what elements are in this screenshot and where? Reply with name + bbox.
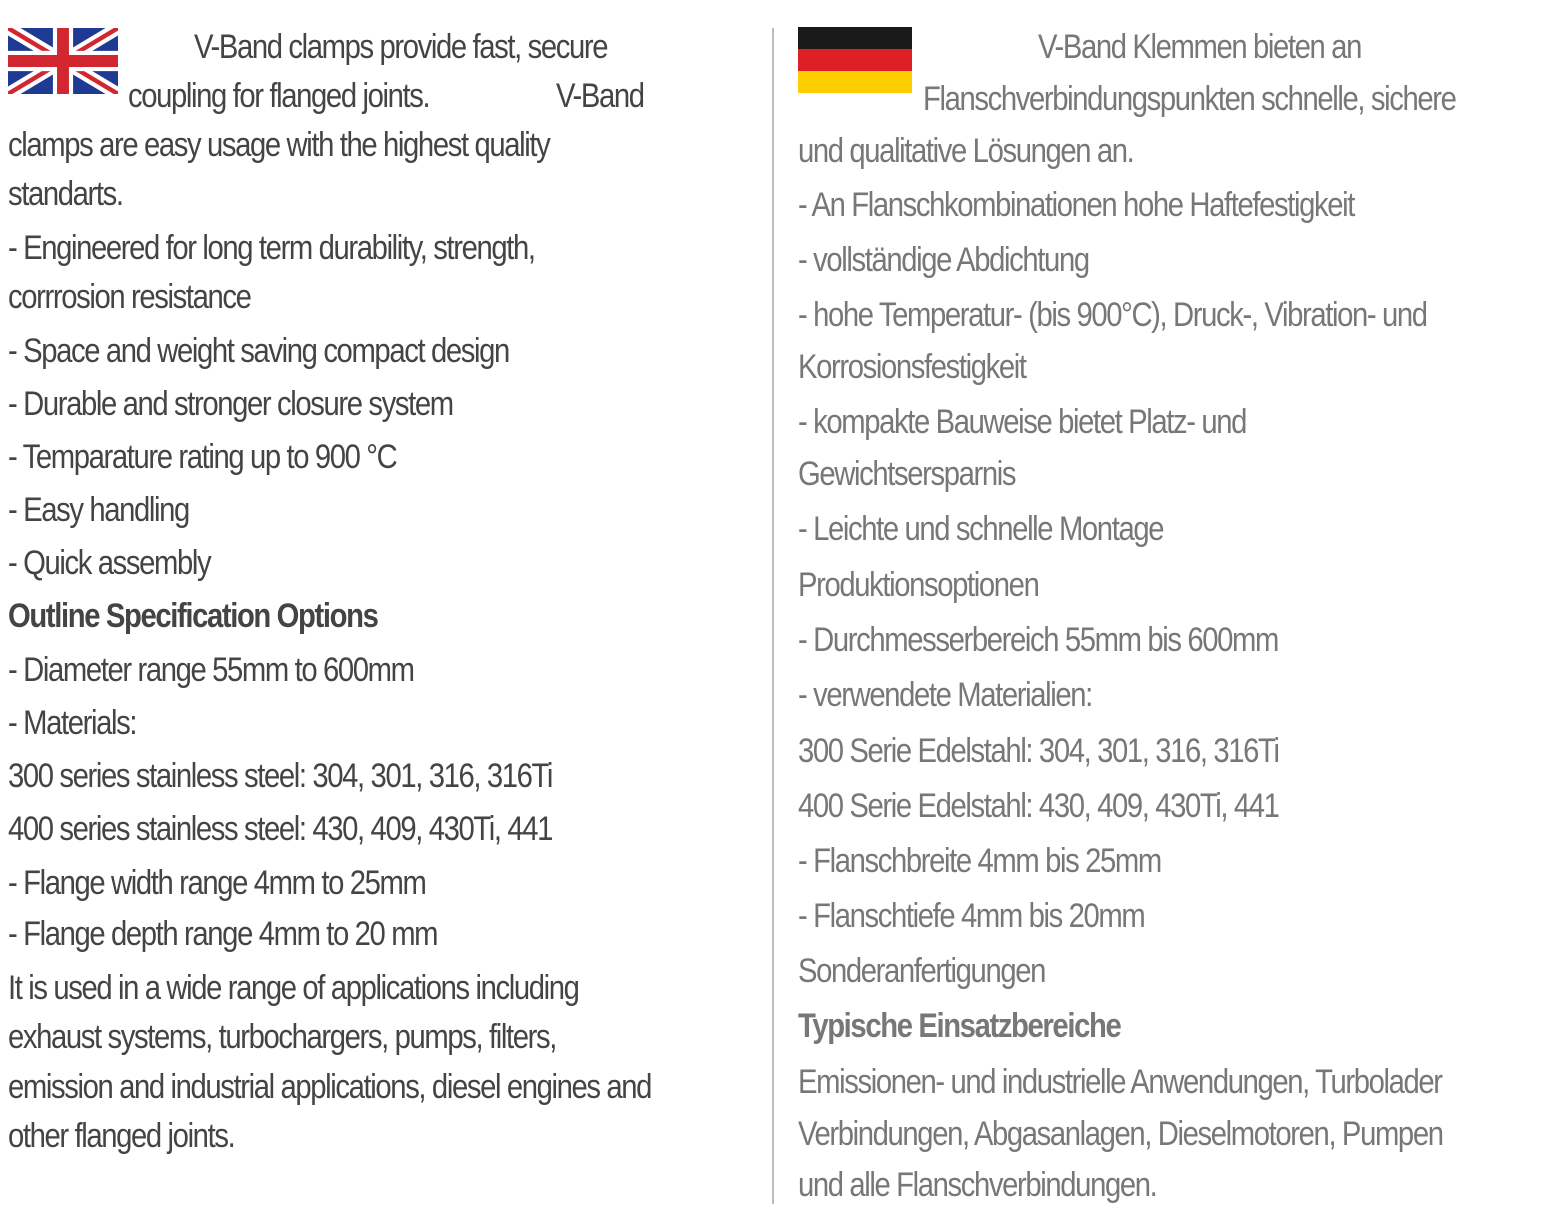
spec-flange-width: - Flange width range 4mm to 25mm — [8, 864, 426, 902]
feature-closure: - Durable and stronger closure system — [8, 385, 453, 423]
de-spec-material-300: 300 Serie Edelstahl: 304, 301, 316, 316Ti — [798, 732, 1279, 770]
de-feature-assembly: - Leichte und schnelle Montage — [798, 510, 1164, 548]
applications-line-2: exhaust systems, turbochargers, pumps, filters, — [8, 1018, 556, 1056]
de-applications-line-1: Emissionen- und industrielle Anwendungen, Turbolader — [798, 1063, 1442, 1101]
de-spec-materials: - verwendete Materialien: — [798, 676, 1092, 714]
feature-durability-cont: corrrosion resistance — [8, 278, 251, 316]
de-intro-line-3: und qualitative Lösungen an. — [798, 132, 1134, 170]
spec-flange-depth: - Flange depth range 4mm to 20 mm — [8, 915, 438, 953]
applications-line-4: other flanged joints. — [8, 1117, 235, 1155]
feature-durability: - Engineered for long term durability, strength, — [8, 229, 535, 267]
intro-line-2: coupling for flanged joints. — [128, 77, 430, 115]
germany-flag-icon — [798, 27, 912, 93]
feature-handling: - Easy handling — [8, 491, 189, 529]
applications-line-3: emission and industrial applications, diesel engines and — [8, 1068, 652, 1106]
de-feature-temperature: - hohe Temperatur- (bis 900°C), Druck-, Vibration- und — [798, 296, 1427, 334]
de-feature-sealing: - vollständige Abdichtung — [798, 241, 1089, 279]
de-spec-diameter: - Durchmesserbereich 55mm bis 600mm — [798, 621, 1278, 659]
de-intro-line-2: Flanschverbindungspunkten schnelle, sichere — [923, 80, 1456, 118]
de-spec-material-400: 400 Serie Edelstahl: 430, 409, 430Ti, 441 — [798, 787, 1279, 825]
de-spec-flange-width: - Flanschbreite 4mm bis 25mm — [798, 842, 1161, 880]
de-intro-line-1: V-Band Klemmen bieten an — [1038, 28, 1361, 66]
de-custom-heading: Sonderanfertigungen — [798, 952, 1045, 990]
intro-line-3: clamps are easy usage with the highest quality — [8, 126, 550, 164]
feature-temperature: - Temparature rating up to 900 °C — [8, 438, 397, 476]
feature-assembly: - Quick assembly — [8, 544, 211, 582]
feature-compact: - Space and weight saving compact design — [8, 332, 509, 370]
de-applications-line-2: Verbindungen, Abgasanlagen, Dieselmotoren, Pumpen — [798, 1115, 1443, 1153]
de-spec-heading: Produktionsoptionen — [798, 566, 1039, 604]
spec-diameter: - Diameter range 55mm to 600mm — [8, 651, 414, 689]
spec-material-300: 300 series stainless steel: 304, 301, 316, 316Ti — [8, 757, 553, 795]
spec-materials: - Materials: — [8, 704, 137, 742]
de-feature-adhesion: - An Flanschkombinationen hohe Haftefestigkeit — [798, 186, 1354, 224]
spec-material-400: 400 series stainless steel: 430, 409, 430Ti, 441 — [8, 810, 553, 848]
de-feature-temperature-cont: Korrosionsfestigkeit — [798, 348, 1026, 386]
intro-line-1: V-Band clamps provide fast, secure — [194, 28, 608, 66]
de-spec-flange-depth: - Flanschtiefe 4mm bis 20mm — [798, 897, 1145, 935]
de-applications-line-3: und alle Flanschverbindungen. — [798, 1166, 1157, 1204]
applications-line-1: It is used in a wide range of applications including — [8, 969, 579, 1007]
de-feature-compact: - kompakte Bauweise bietet Platz- und — [798, 403, 1247, 441]
column-divider — [772, 28, 774, 1204]
uk-flag-icon — [8, 28, 118, 94]
intro-line-2b: V-Band — [556, 77, 644, 115]
de-feature-compact-cont: Gewichtsersparnis — [798, 455, 1016, 493]
de-applications-heading: Typische Einsatzbereiche — [798, 1007, 1121, 1045]
spec-heading: Outline Specification Options — [8, 597, 378, 635]
intro-line-4: standarts. — [8, 175, 123, 213]
